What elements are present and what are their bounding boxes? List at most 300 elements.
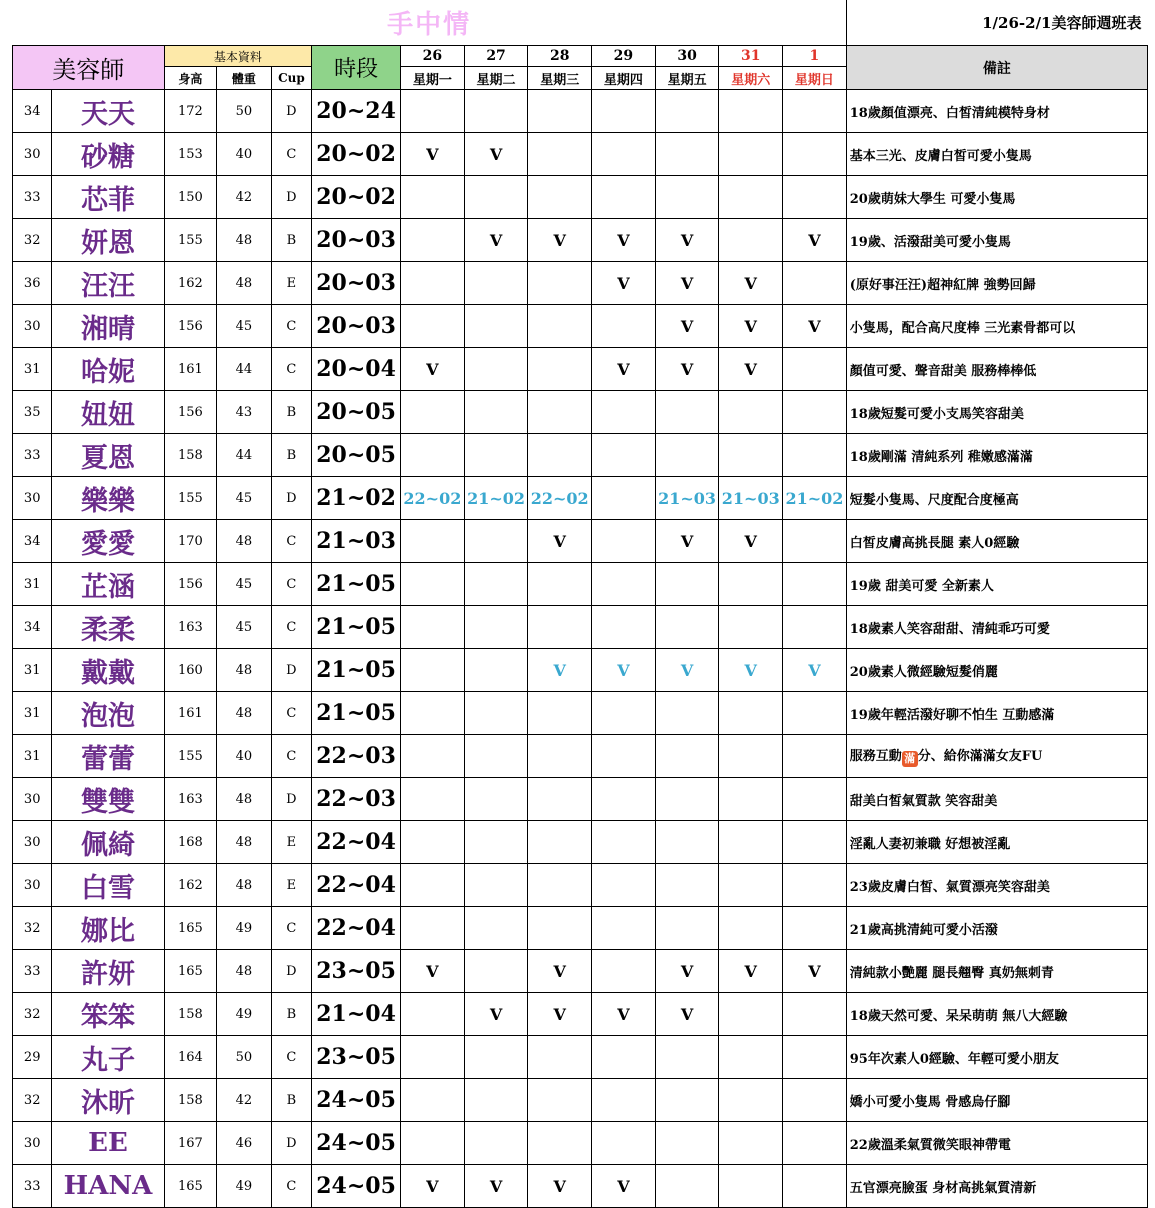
day-availability-cell: V (655, 993, 719, 1036)
day-availability-cell (592, 1079, 656, 1122)
day-availability-cell (655, 90, 719, 133)
day-availability-cell (783, 348, 847, 391)
day-availability-cell (719, 1122, 783, 1165)
cup-cell: C (271, 348, 311, 391)
height-cell: 167 (164, 1122, 217, 1165)
note-cell: 短髮小隻馬、尺度配合度極高 (846, 477, 1147, 520)
time-slot-cell: 24~05 (312, 1165, 401, 1208)
day-availability-cell: V (592, 649, 656, 692)
height-cell: 155 (164, 477, 217, 520)
day-availability-cell: V (528, 649, 592, 692)
age-cell: 33 (13, 434, 52, 477)
day-availability-cell (592, 133, 656, 176)
age-cell: 34 (13, 606, 52, 649)
day-availability-cell (719, 1079, 783, 1122)
day-availability-cell: V (783, 649, 847, 692)
day-availability-cell (783, 1079, 847, 1122)
height-cell: 150 (164, 176, 217, 219)
day-availability-cell (783, 520, 847, 563)
day-availability-cell (528, 262, 592, 305)
beautician-name: 笨笨 (52, 993, 164, 1036)
height-cell: 158 (164, 434, 217, 477)
day-availability-cell (719, 907, 783, 950)
schedule-row (13, 649, 1148, 692)
note-cell: 小隻馬，配合高尺度棒 三光素骨都可以 (846, 305, 1147, 348)
day-weekday: 星期一 (401, 67, 465, 90)
day-weekday: 星期日 (783, 67, 847, 90)
weight-cell: 45 (217, 305, 272, 348)
height-cell: 156 (164, 391, 217, 434)
weight-cell: 42 (217, 176, 272, 219)
age-cell: 30 (13, 305, 52, 348)
cup-cell: D (271, 1122, 311, 1165)
day-availability-cell (592, 391, 656, 434)
day-availability-cell (528, 907, 592, 950)
beautician-name: 夏恩 (52, 434, 164, 477)
cup-cell: C (271, 735, 311, 778)
schedule-row (13, 434, 1148, 477)
time-slot-cell: 22~03 (312, 778, 401, 821)
day-availability-cell (401, 778, 465, 821)
day-availability-cell (655, 176, 719, 219)
schedule-row (13, 864, 1148, 907)
schedule-row (13, 477, 1148, 520)
full-badge: 滿 (902, 751, 918, 767)
cup-cell: C (271, 133, 311, 176)
age-cell: 31 (13, 735, 52, 778)
note-cell: 19歲年輕活潑好聊不怕生 互動感滿 (846, 692, 1147, 735)
note-cell: 基本三光、皮膚白皙可愛小隻馬 (846, 133, 1147, 176)
cup-cell: C (271, 520, 311, 563)
height-cell: 156 (164, 563, 217, 606)
weight-cell: 48 (217, 778, 272, 821)
day-availability-cell (592, 778, 656, 821)
age-cell: 31 (13, 348, 52, 391)
time-slot-cell: 20~03 (312, 305, 401, 348)
cup-cell: D (271, 950, 311, 993)
day-availability-cell (401, 864, 465, 907)
height-cell: 172 (164, 90, 217, 133)
day-availability-cell (464, 262, 528, 305)
beautician-name: 泡泡 (52, 692, 164, 735)
day-availability-cell: V (528, 520, 592, 563)
day-availability-cell (592, 907, 656, 950)
day-availability-cell (655, 735, 719, 778)
day-availability-cell (528, 821, 592, 864)
beautician-name: 戴戴 (52, 649, 164, 692)
note-cell: 20歲萌妹大學生 可愛小隻馬 (846, 176, 1147, 219)
day-availability-cell (592, 735, 656, 778)
day-availability-cell (464, 864, 528, 907)
height-cell: 163 (164, 606, 217, 649)
schedule-row (13, 993, 1148, 1036)
day-availability-cell: V (464, 133, 528, 176)
height-cell: 165 (164, 907, 217, 950)
time-slot-cell: 21~03 (312, 520, 401, 563)
day-availability-cell (719, 735, 783, 778)
schedule-row (13, 90, 1148, 133)
note-cell: 清純款小艷麗 腿長翹臀 真奶無刺青 (846, 950, 1147, 993)
day-availability-cell: V (655, 262, 719, 305)
day-availability-cell (783, 262, 847, 305)
age-cell: 32 (13, 219, 52, 262)
day-availability-cell (655, 133, 719, 176)
day-availability-cell: V (655, 520, 719, 563)
note-cell: 20歲素人微經驗短髮俏麗 (846, 649, 1147, 692)
day-availability-cell (655, 778, 719, 821)
beautician-name: 湘晴 (52, 305, 164, 348)
cup-cell: B (271, 434, 311, 477)
height-cell: 162 (164, 262, 217, 305)
day-availability-cell (655, 821, 719, 864)
day-availability-cell (401, 1036, 465, 1079)
height-cell: 161 (164, 348, 217, 391)
note-cell: 嬌小可愛小隻馬 骨感烏仔腳 (846, 1079, 1147, 1122)
weight-cell: 48 (217, 219, 272, 262)
schedule-row (13, 133, 1148, 176)
weight-cell: 48 (217, 649, 272, 692)
weight-cell: 45 (217, 477, 272, 520)
weight-cell: 44 (217, 348, 272, 391)
day-availability-cell (783, 1122, 847, 1165)
day-availability-cell (401, 563, 465, 606)
age-cell: 32 (13, 1079, 52, 1122)
day-availability-cell (655, 907, 719, 950)
day-availability-cell: V (719, 649, 783, 692)
day-availability-cell (783, 434, 847, 477)
day-availability-cell: V (719, 520, 783, 563)
schedule-row (13, 1122, 1148, 1165)
day-availability-cell: V (719, 348, 783, 391)
day-availability-cell (655, 391, 719, 434)
day-date: 31 (719, 46, 783, 67)
note-cell: 淫亂人妻初兼職 好想被淫亂 (846, 821, 1147, 864)
age-cell: 34 (13, 90, 52, 133)
day-availability-cell: V (655, 305, 719, 348)
day-availability-cell: V (592, 993, 656, 1036)
schedule-row (13, 219, 1148, 262)
time-slot-cell: 21~05 (312, 692, 401, 735)
cup-cell: D (271, 176, 311, 219)
day-availability-cell (592, 692, 656, 735)
schedule-row (13, 305, 1148, 348)
time-slot-cell: 24~05 (312, 1122, 401, 1165)
day-availability-cell (464, 391, 528, 434)
day-availability-cell (401, 735, 465, 778)
schedule-row (13, 520, 1148, 563)
beautician-name: 柔柔 (52, 606, 164, 649)
day-availability-cell (592, 477, 656, 520)
day-availability-cell (528, 348, 592, 391)
day-availability-cell (528, 692, 592, 735)
height-cell: 163 (164, 778, 217, 821)
day-availability-cell (592, 950, 656, 993)
day-availability-cell (655, 1079, 719, 1122)
schedule-row (13, 950, 1148, 993)
age-cell: 34 (13, 520, 52, 563)
day-availability-cell (401, 90, 465, 133)
cup-cell: C (271, 1165, 311, 1208)
weight-cell: 48 (217, 262, 272, 305)
basic-info-header: 基本資料 (164, 46, 312, 67)
day-availability-cell: V (401, 348, 465, 391)
day-date: 30 (655, 46, 719, 67)
note-cell: 95年次素人0經驗、年輕可愛小朋友 (846, 1036, 1147, 1079)
day-availability-cell (655, 563, 719, 606)
schedule-row (13, 735, 1148, 778)
weight-cell: 49 (217, 907, 272, 950)
day-availability-cell (401, 1079, 465, 1122)
day-availability-cell (783, 1036, 847, 1079)
day-availability-cell: V (401, 133, 465, 176)
day-availability-cell (592, 864, 656, 907)
day-availability-cell (719, 391, 783, 434)
note-text: 服務互動 (849, 749, 902, 764)
day-availability-cell (528, 1122, 592, 1165)
beautician-name: HANA (52, 1165, 164, 1208)
day-availability-cell (528, 391, 592, 434)
day-availability-cell: V (592, 262, 656, 305)
day-availability-cell (528, 864, 592, 907)
day-availability-cell (464, 735, 528, 778)
time-slot-cell: 22~03 (312, 735, 401, 778)
day-availability-cell: V (592, 348, 656, 391)
cup-cell: B (271, 391, 311, 434)
cup-cell: B (271, 993, 311, 1036)
day-availability-cell (401, 305, 465, 348)
day-availability-cell (783, 90, 847, 133)
day-availability-cell (719, 1036, 783, 1079)
beautician-name: 蕾蕾 (52, 735, 164, 778)
age-cell: 35 (13, 391, 52, 434)
day-availability-cell (592, 90, 656, 133)
day-availability-cell (783, 907, 847, 950)
weight-cell: 45 (217, 563, 272, 606)
note-cell: 18歲剛滿 清純系列 稚嫩感滿滿 (846, 434, 1147, 477)
day-availability-cell (592, 606, 656, 649)
schedule-row (13, 262, 1148, 305)
height-cell: 155 (164, 735, 217, 778)
day-availability-cell: V (655, 950, 719, 993)
day-availability-cell (401, 907, 465, 950)
day-availability-cell: V (464, 993, 528, 1036)
day-availability-cell (655, 1122, 719, 1165)
day-availability-cell (401, 649, 465, 692)
cup-cell: D (271, 649, 311, 692)
schedule-table (12, 0, 1148, 1208)
schedule-row (13, 391, 1148, 434)
day-availability-cell (592, 1036, 656, 1079)
note-cell: 21歲高挑清純可愛小活潑 (846, 907, 1147, 950)
day-availability-cell (464, 348, 528, 391)
sheet-title: 手中情 (13, 0, 847, 46)
note-cell: 22歲溫柔氣質微笑眼神帶電 (846, 1122, 1147, 1165)
age-cell: 31 (13, 649, 52, 692)
day-availability-cell: V (401, 950, 465, 993)
schedule-row (13, 1165, 1148, 1208)
day-availability-cell (783, 563, 847, 606)
cup-cell: C (271, 305, 311, 348)
height-cell: 165 (164, 950, 217, 993)
weight-cell: 48 (217, 520, 272, 563)
day-availability-cell: V (401, 1165, 465, 1208)
day-availability-cell (783, 821, 847, 864)
day-availability-cell: V (783, 219, 847, 262)
beautician-name: 芷涵 (52, 563, 164, 606)
note-cell: 18歲短髮可愛小支馬笑容甜美 (846, 391, 1147, 434)
day-availability-cell (719, 90, 783, 133)
day-availability-cell: V (719, 950, 783, 993)
day-availability-cell (592, 176, 656, 219)
day-availability-cell (528, 176, 592, 219)
age-cell: 30 (13, 864, 52, 907)
weight-cell: 50 (217, 90, 272, 133)
day-availability-cell: 22~02 (528, 477, 592, 520)
weight-cell: 44 (217, 434, 272, 477)
day-availability-cell (783, 692, 847, 735)
height-cell: 168 (164, 821, 217, 864)
cup-cell: D (271, 477, 311, 520)
age-cell: 30 (13, 778, 52, 821)
beautician-header: 美容師 (13, 46, 165, 90)
day-availability-cell (401, 262, 465, 305)
weight-cell: 48 (217, 692, 272, 735)
day-availability-cell (592, 563, 656, 606)
day-availability-cell: V (464, 1165, 528, 1208)
height-cell: 153 (164, 133, 217, 176)
day-weekday: 星期六 (719, 67, 783, 90)
cup-cell: E (271, 262, 311, 305)
age-cell: 30 (13, 477, 52, 520)
day-availability-cell: 21~02 (464, 477, 528, 520)
day-availability-cell (464, 1079, 528, 1122)
day-availability-cell: 22~02 (401, 477, 465, 520)
day-availability-cell (464, 606, 528, 649)
day-availability-cell (464, 305, 528, 348)
beautician-name: 汪汪 (52, 262, 164, 305)
day-availability-cell (528, 434, 592, 477)
schedule-row (13, 1036, 1148, 1079)
age-cell: 29 (13, 1036, 52, 1079)
day-weekday: 星期三 (528, 67, 592, 90)
day-weekday: 星期五 (655, 67, 719, 90)
time-slot-cell: 22~04 (312, 907, 401, 950)
age-cell: 31 (13, 692, 52, 735)
height-cell: 155 (164, 219, 217, 262)
height-cell: 162 (164, 864, 217, 907)
day-availability-cell: 21~03 (655, 477, 719, 520)
note-text: 分、給你滿滿女友FU (917, 749, 1043, 764)
day-availability-cell (528, 90, 592, 133)
day-availability-cell: 21~02 (783, 477, 847, 520)
age-cell: 36 (13, 262, 52, 305)
day-availability-cell (464, 778, 528, 821)
cup-cell: B (271, 219, 311, 262)
beautician-name: 佩綺 (52, 821, 164, 864)
day-availability-cell: V (719, 305, 783, 348)
day-availability-cell: V (528, 219, 592, 262)
weight-cell: 48 (217, 864, 272, 907)
weight-cell: 49 (217, 1165, 272, 1208)
day-availability-cell (783, 1165, 847, 1208)
day-availability-cell: V (655, 649, 719, 692)
day-availability-cell (719, 176, 783, 219)
week-range: 1/26-2/1美容師週班表 (846, 0, 1147, 46)
height-cell: 170 (164, 520, 217, 563)
day-availability-cell (719, 1165, 783, 1208)
weight-cell: 42 (217, 1079, 272, 1122)
day-availability-cell: V (528, 950, 592, 993)
time-slot-cell: 20~05 (312, 391, 401, 434)
age-cell: 32 (13, 993, 52, 1036)
schedule-row (13, 348, 1148, 391)
day-date: 1 (783, 46, 847, 67)
day-availability-cell (783, 133, 847, 176)
day-availability-cell (719, 993, 783, 1036)
day-availability-cell (528, 606, 592, 649)
cup-cell: E (271, 821, 311, 864)
beautician-name: 白雪 (52, 864, 164, 907)
time-slot-cell: 22~04 (312, 821, 401, 864)
time-slot-cell: 20~03 (312, 262, 401, 305)
age-cell: 30 (13, 133, 52, 176)
day-availability-cell: V (592, 1165, 656, 1208)
day-availability-cell: V (592, 219, 656, 262)
day-availability-cell (528, 778, 592, 821)
day-availability-cell (655, 864, 719, 907)
note-cell: 19歲、活潑甜美可愛小隻馬 (846, 219, 1147, 262)
day-availability-cell (464, 821, 528, 864)
day-availability-cell (401, 606, 465, 649)
note-cell: 顏值可愛、聲音甜美 服務棒棒低 (846, 348, 1147, 391)
height-cell: 164 (164, 1036, 217, 1079)
cup-cell: C (271, 1036, 311, 1079)
day-availability-cell (655, 434, 719, 477)
day-availability-cell (401, 391, 465, 434)
day-availability-cell (719, 606, 783, 649)
day-availability-cell (783, 391, 847, 434)
schedule-row (13, 563, 1148, 606)
day-availability-cell (528, 735, 592, 778)
day-availability-cell (401, 176, 465, 219)
time-slot-cell: 21~05 (312, 563, 401, 606)
cup-cell: C (271, 692, 311, 735)
day-availability-cell (528, 563, 592, 606)
day-availability-cell (464, 176, 528, 219)
weight-cell: 49 (217, 993, 272, 1036)
day-availability-cell (528, 1079, 592, 1122)
day-availability-cell (655, 606, 719, 649)
note-cell: 白皙皮膚高挑長腿 素人0經驗 (846, 520, 1147, 563)
time-slot-header: 時段 (312, 46, 401, 90)
beautician-name: 砂糖 (52, 133, 164, 176)
day-availability-cell: V (655, 348, 719, 391)
cup-header: Cup (271, 67, 311, 90)
note-cell: 18歲顏值漂亮、白皙清純模特身材 (846, 90, 1147, 133)
weight-cell: 40 (217, 133, 272, 176)
cup-cell: C (271, 563, 311, 606)
day-availability-cell (783, 778, 847, 821)
day-availability-cell (719, 821, 783, 864)
cup-cell: E (271, 864, 311, 907)
day-availability-cell (592, 1122, 656, 1165)
beautician-name: 樂樂 (52, 477, 164, 520)
time-slot-cell: 20~03 (312, 219, 401, 262)
day-availability-cell (401, 1122, 465, 1165)
note-cell: 23歲皮膚白皙、氣質漂亮笑容甜美 (846, 864, 1147, 907)
day-availability-cell (401, 219, 465, 262)
height-header: 身高 (164, 67, 217, 90)
